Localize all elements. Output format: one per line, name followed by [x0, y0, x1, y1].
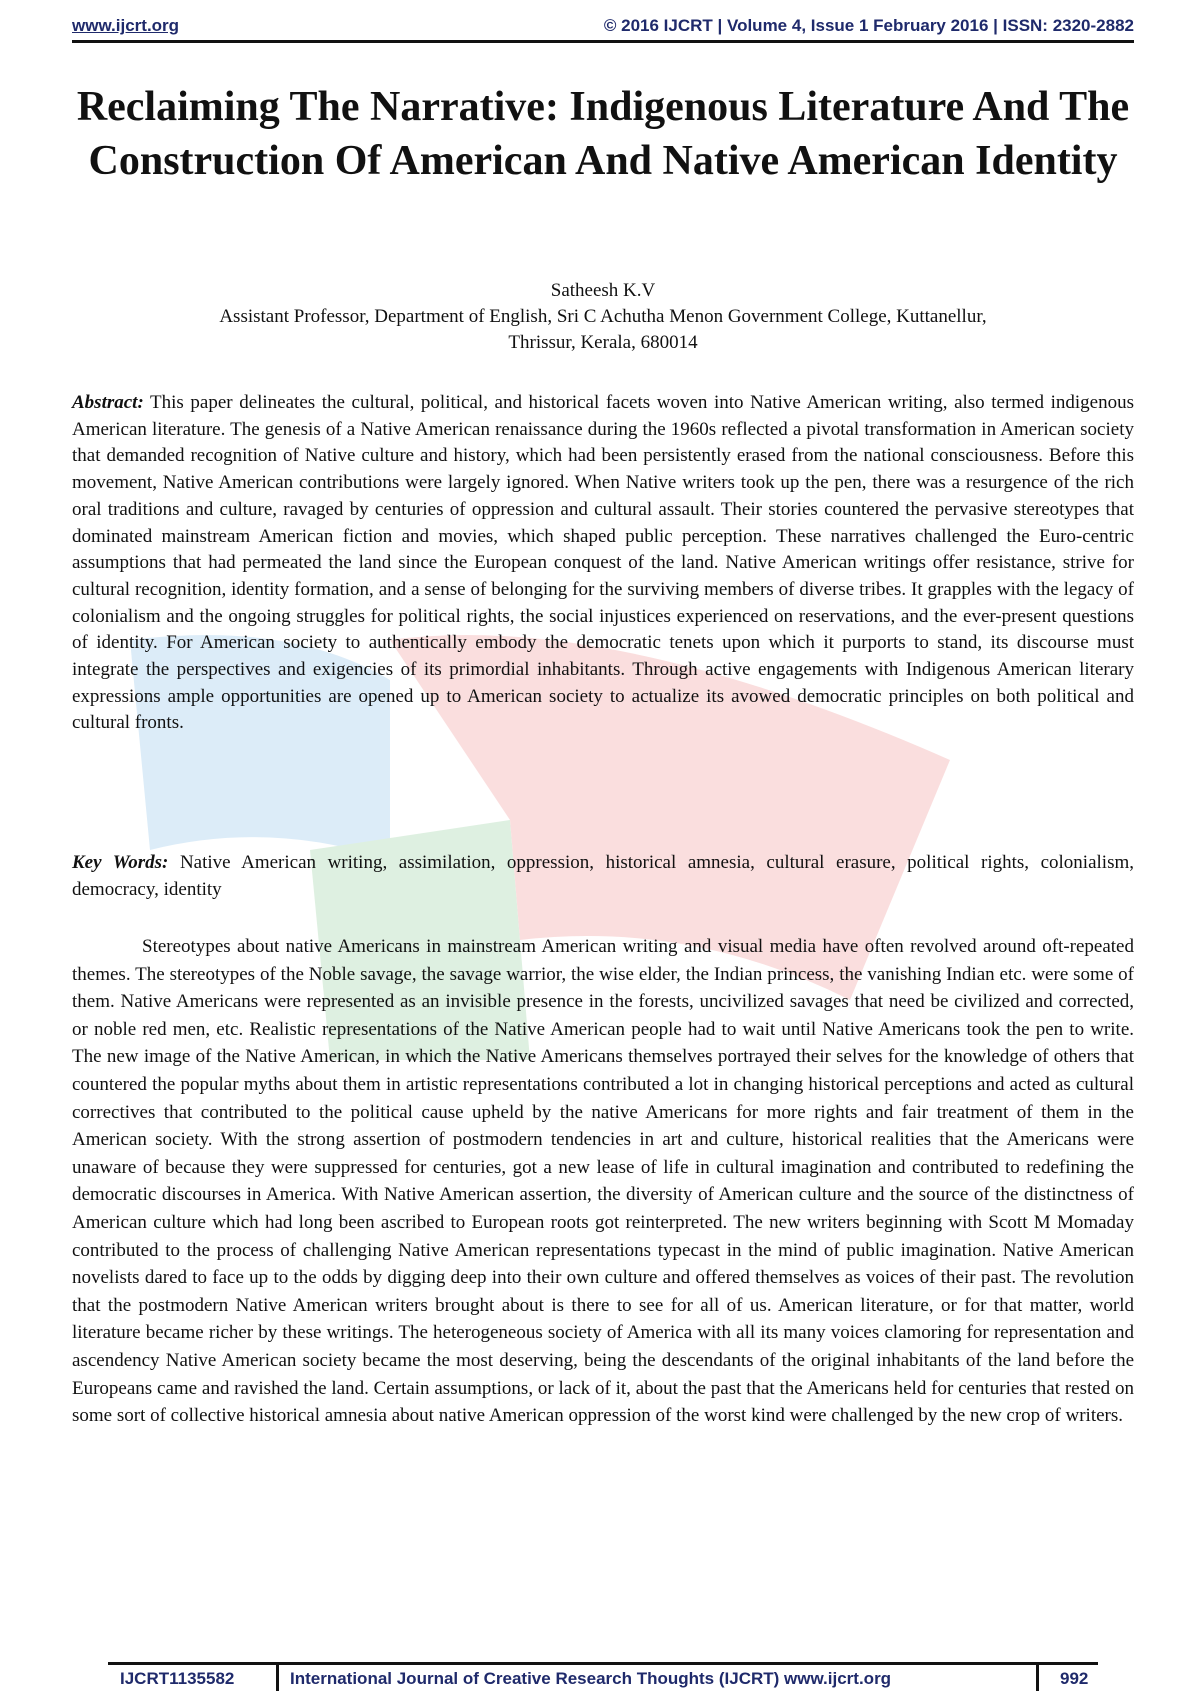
footer-journal-name: International Journal of Creative Research Thoughts (IJCRT) www.ijcrt.org [290, 1669, 892, 1688]
page-header [72, 14, 1134, 43]
abstract-text: This paper delineates the cultural, political, and historical facets woven into Native American writing, also termed indigenous American literature. The genesis of a Native American renaissance during the 1960s reflected a pivotal transformation in American society that demanded recognition of Native culture and history, which had been persistently erased from the national consciousness. Before this movement, Native American contributions were largely ignored. When Native writers took up the pen, there was a resurgence of the rich oral traditions and culture, ravaged by centuries of oppression and cultural assault. Their stories countered the pervasive stereotypes that dominated mainstream American fiction and movies, which shaped public perception. These narratives challenged the Euro-centric assumptions that had permeated the land since the European conquest of the land. Native American writings offer resistance, strive for cultural recognition, identity formation, and a sense of belonging for the surviving members of diverse tribes. It grapples with the legacy of colonialism and the ongoing struggles for political rights, the social injustices experienced on reservations, and the ever-present questions of identity. For American society to authentically embody the democratic tenets upon which it purports to stand, its discourse must integrate the perspectives and exigencies of its primordial inhabitants. Through active engagements with Indigenous American literary expressions ample opportunities are opened up to American society to actualize its avowed democratic principles on both political and cultural fronts. [72, 392, 1134, 734]
keywords-label: Key Words: [72, 852, 169, 873]
footer-divider [276, 1665, 279, 1691]
footer-divider [1036, 1665, 1039, 1691]
journal-website-link[interactable]: www.ijcrt.org [72, 16, 180, 35]
keywords-text: Native American writing, assimilation, oppression, historical amnesia, cultural erasure, political rights, colonialism, democracy, identity [72, 852, 1134, 900]
author-name: Satheesh K.V [550, 280, 656, 301]
body-paragraph: Stereotypes about native Americans in mainstream American writing and visual media have often revolved around oft-repeated themes. The stereotypes of the Noble savage, the savage warrior, the wise elder, the Indian princess, the vanishing Indian etc. were some of them. Native Americans were represented as an invisible presence in the forests, uncivilized savages that need be civilized and corrected, or noble red men, etc. Realistic representations of the Native American people had to wait until Native Americans took the pen to write. The new image of the Native American, in which the Native Americans themselves portrayed their selves for the knowledge of others that countered the popular myths about them in artistic representations contributed a lot in changing historical perceptions and acted as cultural correctives that contributed to the political cause upheld by the native Americans for more rights and fair treatment of them in the American society. With the strong assertion of postmodern tendencies in art and culture, historical realities that the Americans were unaware of because they were suppressed for centuries, got a new lease of life in cultural imagination and contributed to redefining the democratic discourses in America. With Native American assertion, the diversity of American culture and the source of the distinctness of American culture which had long been ascribed to European roots got reinterpreted. The new writers beginning with Scott M Momaday contributed to the process of challenging Native American representations typecast in the mind of public imagination. Native American novelists dared to face up to the odds by digging deep into their own culture and offered themselves as voices of their past. The revolution that the postmodern Native American writers brought about is there to see for all of us. American literature, or for that matter, world literature became richer by these writings. The heterogeneous society of America with all its many voices clamoring for representation and ascendency Native American society became the most deserving, being the descendants of the original inhabitants of the land before the Europeans came and ravished the land. Certain assumptions, or lack of it, about the past that the Americans held for centuries that rested on some sort of collective historical amnesia about native American oppression of the worst kind were challenged by the new crop of writers. [72, 936, 1134, 1427]
journal-citation: © 2016 IJCRT | Volume 4, Issue 1 February 2016 | ISSN: 2320-2882 [603, 16, 1134, 35]
author-location: Thrissur, Kerala, 680014 [508, 332, 698, 353]
page-number: 992 [1060, 1669, 1089, 1688]
paper-title: Reclaiming The Narrative: Indigenous Literature And The Construction Of American And Native American Identity [76, 84, 1130, 184]
author-block [72, 278, 1134, 356]
abstract-paragraph [72, 390, 1134, 737]
keywords-paragraph [72, 850, 1134, 903]
abstract-label: Abstract: [72, 392, 144, 413]
author-affiliation: Assistant Professor, Department of English, Sri C Achutha Menon Government College, Kuttanellur, [219, 306, 987, 327]
paper-id: IJCRT1135582 [120, 1669, 235, 1688]
page-footer [108, 1662, 1098, 1691]
